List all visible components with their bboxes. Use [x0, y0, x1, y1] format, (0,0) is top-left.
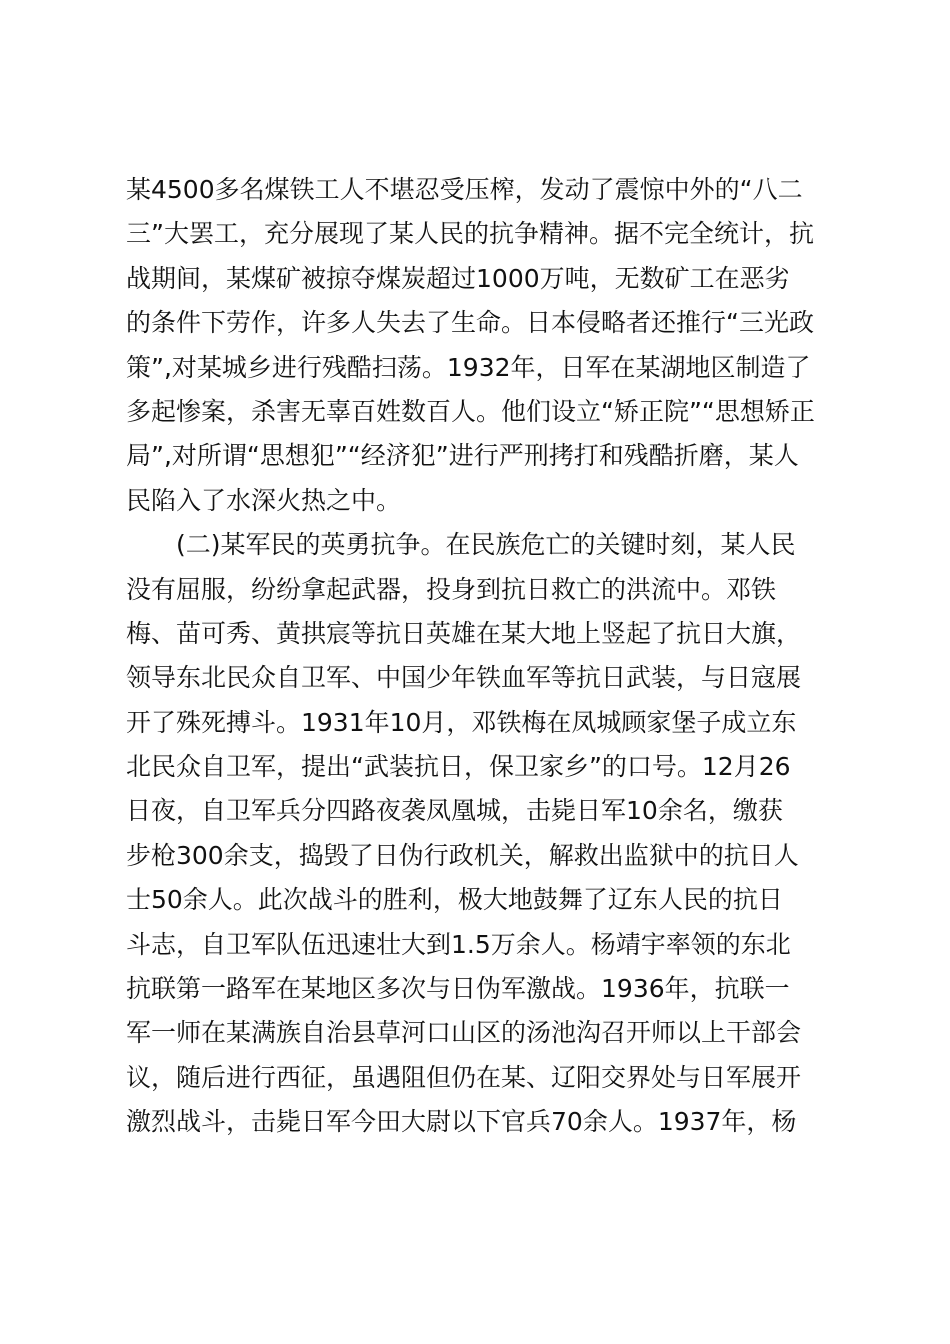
text-line: 步枪300余支，捣毁了日伪行政机关，解救出监狱中的抗日人 — [126, 840, 799, 870]
text-line: 斗志，自卫军队伍迅速壮大到1.5万余人。杨靖宇率领的东北 — [126, 929, 791, 959]
paragraph-section-2 — [126, 523, 836, 1144]
body-text — [126, 168, 836, 1145]
text-line: 局”,对所谓“思想犯”“经济犯”进行严刑拷打和残酷折磨，某人 — [126, 441, 799, 471]
text-line: 三”大罢工，充分展现了某人民的抗争精神。据不完全统计，抗 — [126, 219, 814, 249]
text-line: 领导东北民众自卫军、中国少年铁血军等抗日武装，与日寇展 — [126, 663, 802, 693]
paragraph-continued — [126, 168, 836, 523]
text-line: 梅、苗可秀、黄拱宸等抗日英雄在某大地上竖起了抗日大旗， — [126, 618, 802, 648]
text-line: 激烈战斗，击毙日军今田大尉以下官兵70余人。1937年，杨 — [126, 1107, 797, 1137]
text-line: 士50余人。此次战斗的胜利，极大地鼓舞了辽东人民的抗日 — [126, 885, 783, 915]
text-line: 的条件下劳作，许多人失去了生命。日本侵略者还推行“三光政 — [126, 308, 814, 338]
text-line: 开了殊死搏斗。1931年10月，邓铁梅在凤城顾家堡子成立东 — [126, 707, 797, 737]
text-line: 某4500多名煤铁工人不堪忍受压榨，发动了震惊中外的“八二 — [126, 175, 803, 204]
text-line: 军一师在某满族自治县草河口山区的汤池沟召开师以上干部会 — [126, 1018, 802, 1048]
text-line: 议，随后进行西征，虽遇阻但仍在某、辽阳交界处与日军展开 — [126, 1062, 802, 1092]
text-line: 北民众自卫军，提出“武装抗日，保卫家乡”的口号。12月26 — [126, 752, 791, 782]
section-heading-line: (二)某军民的英勇抗争。在民族危亡的关键时刻，某人民 — [176, 530, 796, 560]
text-line: 策”,对某城乡进行残酷扫荡。1932年，日军在某湖地区制造了 — [126, 352, 811, 382]
text-line: 多起惨案，杀害无辜百姓数百人。他们设立“矫正院”“思想矫正 — [126, 396, 815, 426]
text-line: 抗联第一路军在某地区多次与日伪军激战。1936年，抗联一 — [126, 974, 790, 1004]
text-line: 没有屈服，纷纷拿起武器，投身到抗日救亡的洪流中。邓铁 — [126, 574, 777, 604]
text-line: 日夜，自卫军兵分四路夜袭凤凰城，击毙日军10余名，缴获 — [126, 796, 783, 826]
text-line: 战期间，某煤矿被掠夺煤炭超过1000万吨，无数矿工在恶劣 — [126, 263, 790, 293]
text-line: 民陷入了水深火热之中。 — [126, 485, 402, 515]
